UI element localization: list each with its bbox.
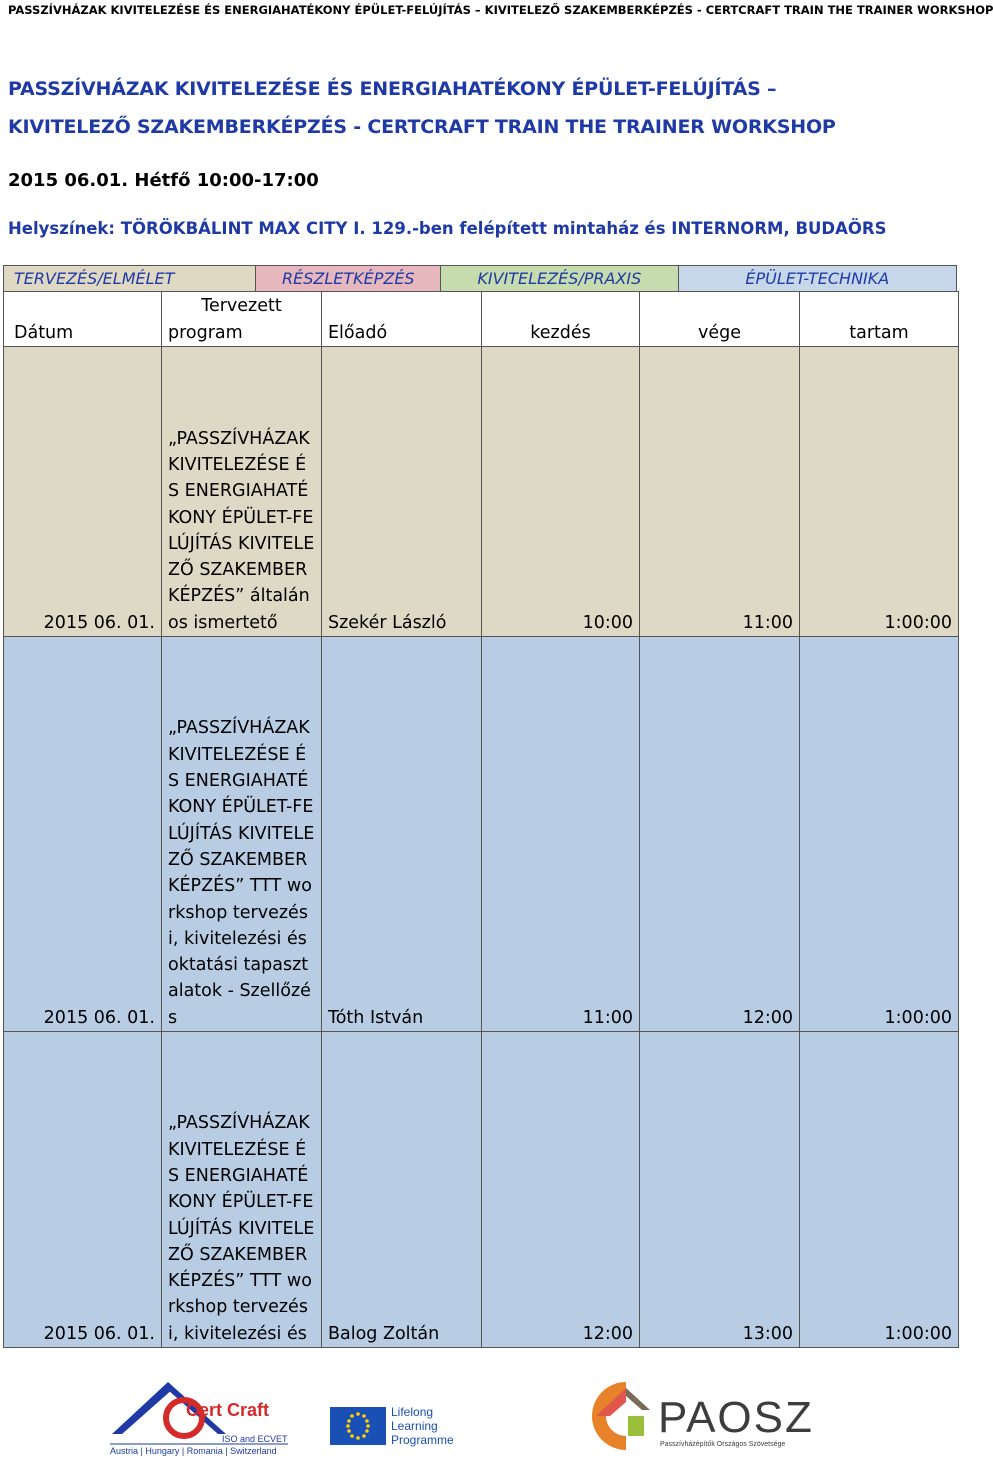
col-header-start: kezdés: [482, 292, 640, 347]
top-banner: PASSZÍVHÁZAK KIVITELEZÉSE ÉS ENERGIAHATÉKONY ÉPÜLET-FELÚJÍTÁS – KIVITELEZŐ SZAKEMBERKÉPZÉS - CERTCRAFT TRAIN THE TRAINER WORKSHOP: [8, 3, 993, 17]
schedule-table: [3, 291, 959, 1348]
legend-design: TERVEZÉS/ELMÉLET: [4, 266, 256, 291]
location-text: TÖRÖKBÁLINT MAX CITY I. 129.-ben felépített mintaház és INTERNORM, BUDAÖRS: [120, 219, 887, 238]
eu-line-1: Lifelong: [391, 1405, 434, 1419]
certcraft-name: Cert Craft: [186, 1400, 270, 1420]
cell-date: 2015 06. 01.: [4, 347, 162, 637]
table-header-row: [4, 292, 959, 347]
cell-duration: 1:00:00: [800, 1032, 959, 1348]
cell-program: „PASSZÍVHÁZAK KIVITELEZÉSE ÉS ENERGIAHATÉKONY ÉPÜLET-FELÚJÍTÁS KIVITELEZŐ SZAKEMBERKÉPZÉS” általános ismertető: [162, 347, 322, 637]
category-legend: [3, 265, 957, 292]
cell-end: 13:00: [640, 1032, 800, 1348]
eu-line-2: Learning: [391, 1419, 438, 1433]
paosz-name: PAOSZ: [658, 1393, 814, 1442]
col-header-program-2: program: [168, 322, 243, 343]
title-line-2: KIVITELEZŐ SZAKEMBERKÉPZÉS - CERTCRAFT TRAIN THE TRAINER WORKSHOP: [8, 116, 836, 138]
event-date: 2015 06.01. Hétfő 10:00-17:00: [8, 170, 319, 191]
certcraft-sub: ISO and ECVET: [222, 1434, 288, 1444]
table-row: [4, 347, 959, 637]
paosz-logo: [588, 1376, 814, 1456]
cell-presenter: Szekér László: [322, 347, 482, 637]
cell-end: 12:00: [640, 637, 800, 1032]
eu-line-3: Programme: [391, 1433, 454, 1447]
cell-duration: 1:00:00: [800, 347, 959, 637]
cell-program: „PASSZÍVHÁZAK KIVITELEZÉSE ÉS ENERGIAHATÉKONY ÉPÜLET-FELÚJÍTÁS KIVITELEZŐ SZAKEMBERKÉPZÉS” TTT workshop tervezési, kivitelezési és oktatási tapasztalatok - Szellőzés: [162, 637, 322, 1032]
cell-program: „PASSZÍVHÁZAK KIVITELEZÉSE ÉS ENERGIAHATÉKONY ÉPÜLET-FELÚJÍTÁS KIVITELEZŐ SZAKEMBERKÉPZÉS” TTT workshop tervezési, kivitelezési és: [162, 1032, 322, 1348]
cell-start: 11:00: [482, 637, 640, 1032]
certcraft-countries: Austria | Hungary | Romania | Switzerland: [110, 1446, 277, 1456]
legend-practice: KIVITELEZÉS/PRAXIS: [441, 266, 679, 291]
table-row: [4, 637, 959, 1032]
location-label: Helyszínek:: [8, 219, 116, 238]
title-line-1: PASSZÍVHÁZAK KIVITELEZÉSE ÉS ENERGIAHATÉKONY ÉPÜLET-FELÚJÍTÁS –: [8, 78, 777, 100]
col-header-end: vége: [640, 292, 800, 347]
footer-logos: [0, 1370, 960, 1462]
col-header-date: Dátum: [4, 292, 162, 347]
col-header-program-1: Tervezett: [201, 296, 282, 317]
table-row: [4, 1032, 959, 1348]
legend-detail: RÉSZLETKÉPZÉS: [256, 266, 441, 291]
cell-date: 2015 06. 01.: [4, 1032, 162, 1348]
col-header-program: [162, 292, 322, 347]
document-title: [8, 70, 952, 146]
lifelong-learning-logo: [330, 1403, 465, 1447]
cell-start: 10:00: [482, 347, 640, 637]
cell-start: 12:00: [482, 1032, 640, 1348]
paosz-sub: Passzívházépítők Országos Szövetsége: [660, 1441, 786, 1448]
location-line: [8, 214, 887, 244]
cell-presenter: Tóth István: [322, 637, 482, 1032]
cell-date: 2015 06. 01.: [4, 637, 162, 1032]
col-header-duration: tartam: [800, 292, 959, 347]
certcraft-logo: [108, 1378, 290, 1456]
legend-tech: ÉPÜLET-TECHNIKA: [679, 266, 956, 291]
cell-duration: 1:00:00: [800, 637, 959, 1032]
col-header-presenter: Előadó: [322, 292, 482, 347]
cell-end: 11:00: [640, 347, 800, 637]
cell-presenter: Balog Zoltán: [322, 1032, 482, 1348]
